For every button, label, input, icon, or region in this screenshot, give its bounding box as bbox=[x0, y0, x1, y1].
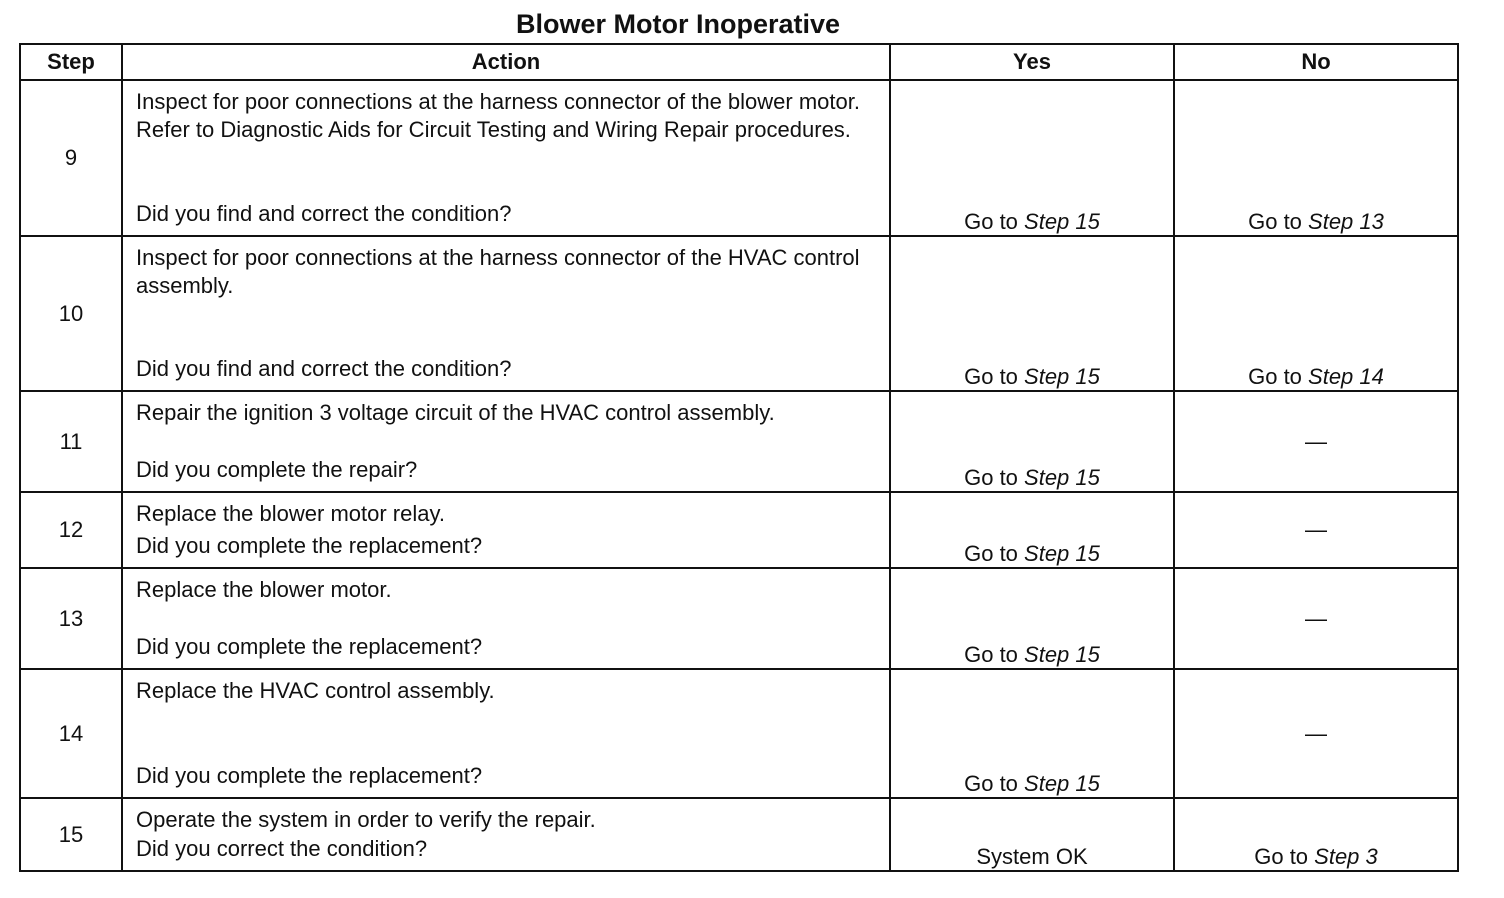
table-row bbox=[20, 236, 1458, 391]
yes-step-ref: Step 15 bbox=[1024, 364, 1100, 389]
step-number: 15 bbox=[20, 798, 122, 871]
yes-prefix: Go to bbox=[964, 364, 1025, 389]
step-number: 12 bbox=[20, 492, 122, 568]
action-instruction: Replace the blower motor relay. bbox=[136, 501, 445, 526]
no-cell bbox=[1174, 798, 1458, 871]
yes-cell bbox=[890, 391, 1174, 492]
action-cell bbox=[122, 80, 890, 236]
action-question: Did you complete the repair? bbox=[136, 457, 418, 482]
action-instruction: Replace the blower motor. bbox=[136, 577, 392, 602]
table-row bbox=[20, 798, 1458, 871]
action-question: Did you correct the condition? bbox=[136, 836, 428, 861]
step-number: 10 bbox=[20, 236, 122, 391]
no-step-ref: Step 13 bbox=[1308, 209, 1384, 234]
yes-cell bbox=[890, 236, 1174, 391]
table-header bbox=[20, 44, 1458, 80]
table-row bbox=[20, 492, 1458, 568]
table-body bbox=[20, 80, 1458, 871]
no-cell bbox=[1174, 80, 1458, 236]
no-step-ref: Step 3 bbox=[1314, 844, 1378, 869]
header-no: No bbox=[1174, 44, 1458, 80]
action-instruction: Inspect for poor connections at the harness connector of the HVAC control assembly. bbox=[136, 245, 860, 298]
yes-cell bbox=[890, 568, 1174, 669]
action-cell bbox=[122, 391, 890, 492]
no-cell: — bbox=[1174, 492, 1458, 568]
step-number: 13 bbox=[20, 568, 122, 669]
action-question: Did you find and correct the condition? bbox=[136, 201, 512, 226]
no-cell: — bbox=[1174, 568, 1458, 669]
no-prefix: Go to bbox=[1248, 209, 1309, 234]
action-question: Did you find and correct the condition? bbox=[136, 356, 512, 381]
yes-step-ref: Step 15 bbox=[1024, 642, 1100, 667]
yes-prefix: Go to bbox=[964, 642, 1025, 667]
header-yes: Yes bbox=[890, 44, 1174, 80]
action-cell bbox=[122, 669, 890, 798]
no-cell bbox=[1174, 236, 1458, 391]
no-prefix: Go to bbox=[1254, 844, 1315, 869]
header-step: Step bbox=[20, 44, 122, 80]
action-instruction: Operate the system in order to verify the repair. bbox=[136, 807, 596, 832]
yes-cell bbox=[890, 669, 1174, 798]
yes-prefix: Go to bbox=[964, 465, 1025, 490]
yes-prefix: Go to bbox=[964, 771, 1025, 796]
diagnostic-table bbox=[19, 43, 1459, 872]
yes-prefix: Go to bbox=[964, 541, 1025, 566]
step-number: 11 bbox=[20, 391, 122, 492]
yes-step-ref: Step 15 bbox=[1024, 541, 1100, 566]
yes-step-ref: Step 15 bbox=[1024, 771, 1100, 796]
action-instruction: Repair the ignition 3 voltage circuit of the HVAC control assembly. bbox=[136, 400, 775, 425]
action-instruction: Inspect for poor connections at the harness connector of the blower motor. Refer to Diagnostic Aids for Circuit Testing and Wiring Repair procedures. bbox=[136, 89, 860, 142]
step-number: 9 bbox=[20, 80, 122, 236]
action-instruction: Replace the HVAC control assembly. bbox=[136, 678, 495, 703]
header-row bbox=[20, 44, 1458, 80]
table-row bbox=[20, 568, 1458, 669]
table-row bbox=[20, 391, 1458, 492]
action-cell bbox=[122, 568, 890, 669]
no-step-ref: Step 14 bbox=[1308, 364, 1384, 389]
yes-step-ref: Step 15 bbox=[1024, 465, 1100, 490]
no-cell: — bbox=[1174, 391, 1458, 492]
no-cell: — bbox=[1174, 669, 1458, 798]
table-row bbox=[20, 669, 1458, 798]
yes-cell bbox=[890, 80, 1174, 236]
yes-cell: System OK bbox=[890, 798, 1174, 871]
action-cell bbox=[122, 236, 890, 391]
header-action: Action bbox=[122, 44, 890, 80]
yes-cell bbox=[890, 492, 1174, 568]
yes-step-ref: Step 15 bbox=[1024, 209, 1100, 234]
action-cell bbox=[122, 798, 890, 871]
action-question: Did you complete the replacement? bbox=[136, 634, 483, 659]
action-question: Did you complete the replacement? bbox=[136, 763, 483, 788]
action-question: Did you complete the replacement? bbox=[136, 533, 483, 558]
table-row bbox=[20, 80, 1458, 236]
yes-prefix: Go to bbox=[964, 209, 1025, 234]
step-number: 14 bbox=[20, 669, 122, 798]
no-prefix: Go to bbox=[1248, 364, 1309, 389]
action-cell bbox=[122, 492, 890, 568]
page-title: Blower Motor Inoperative bbox=[515, 9, 841, 39]
